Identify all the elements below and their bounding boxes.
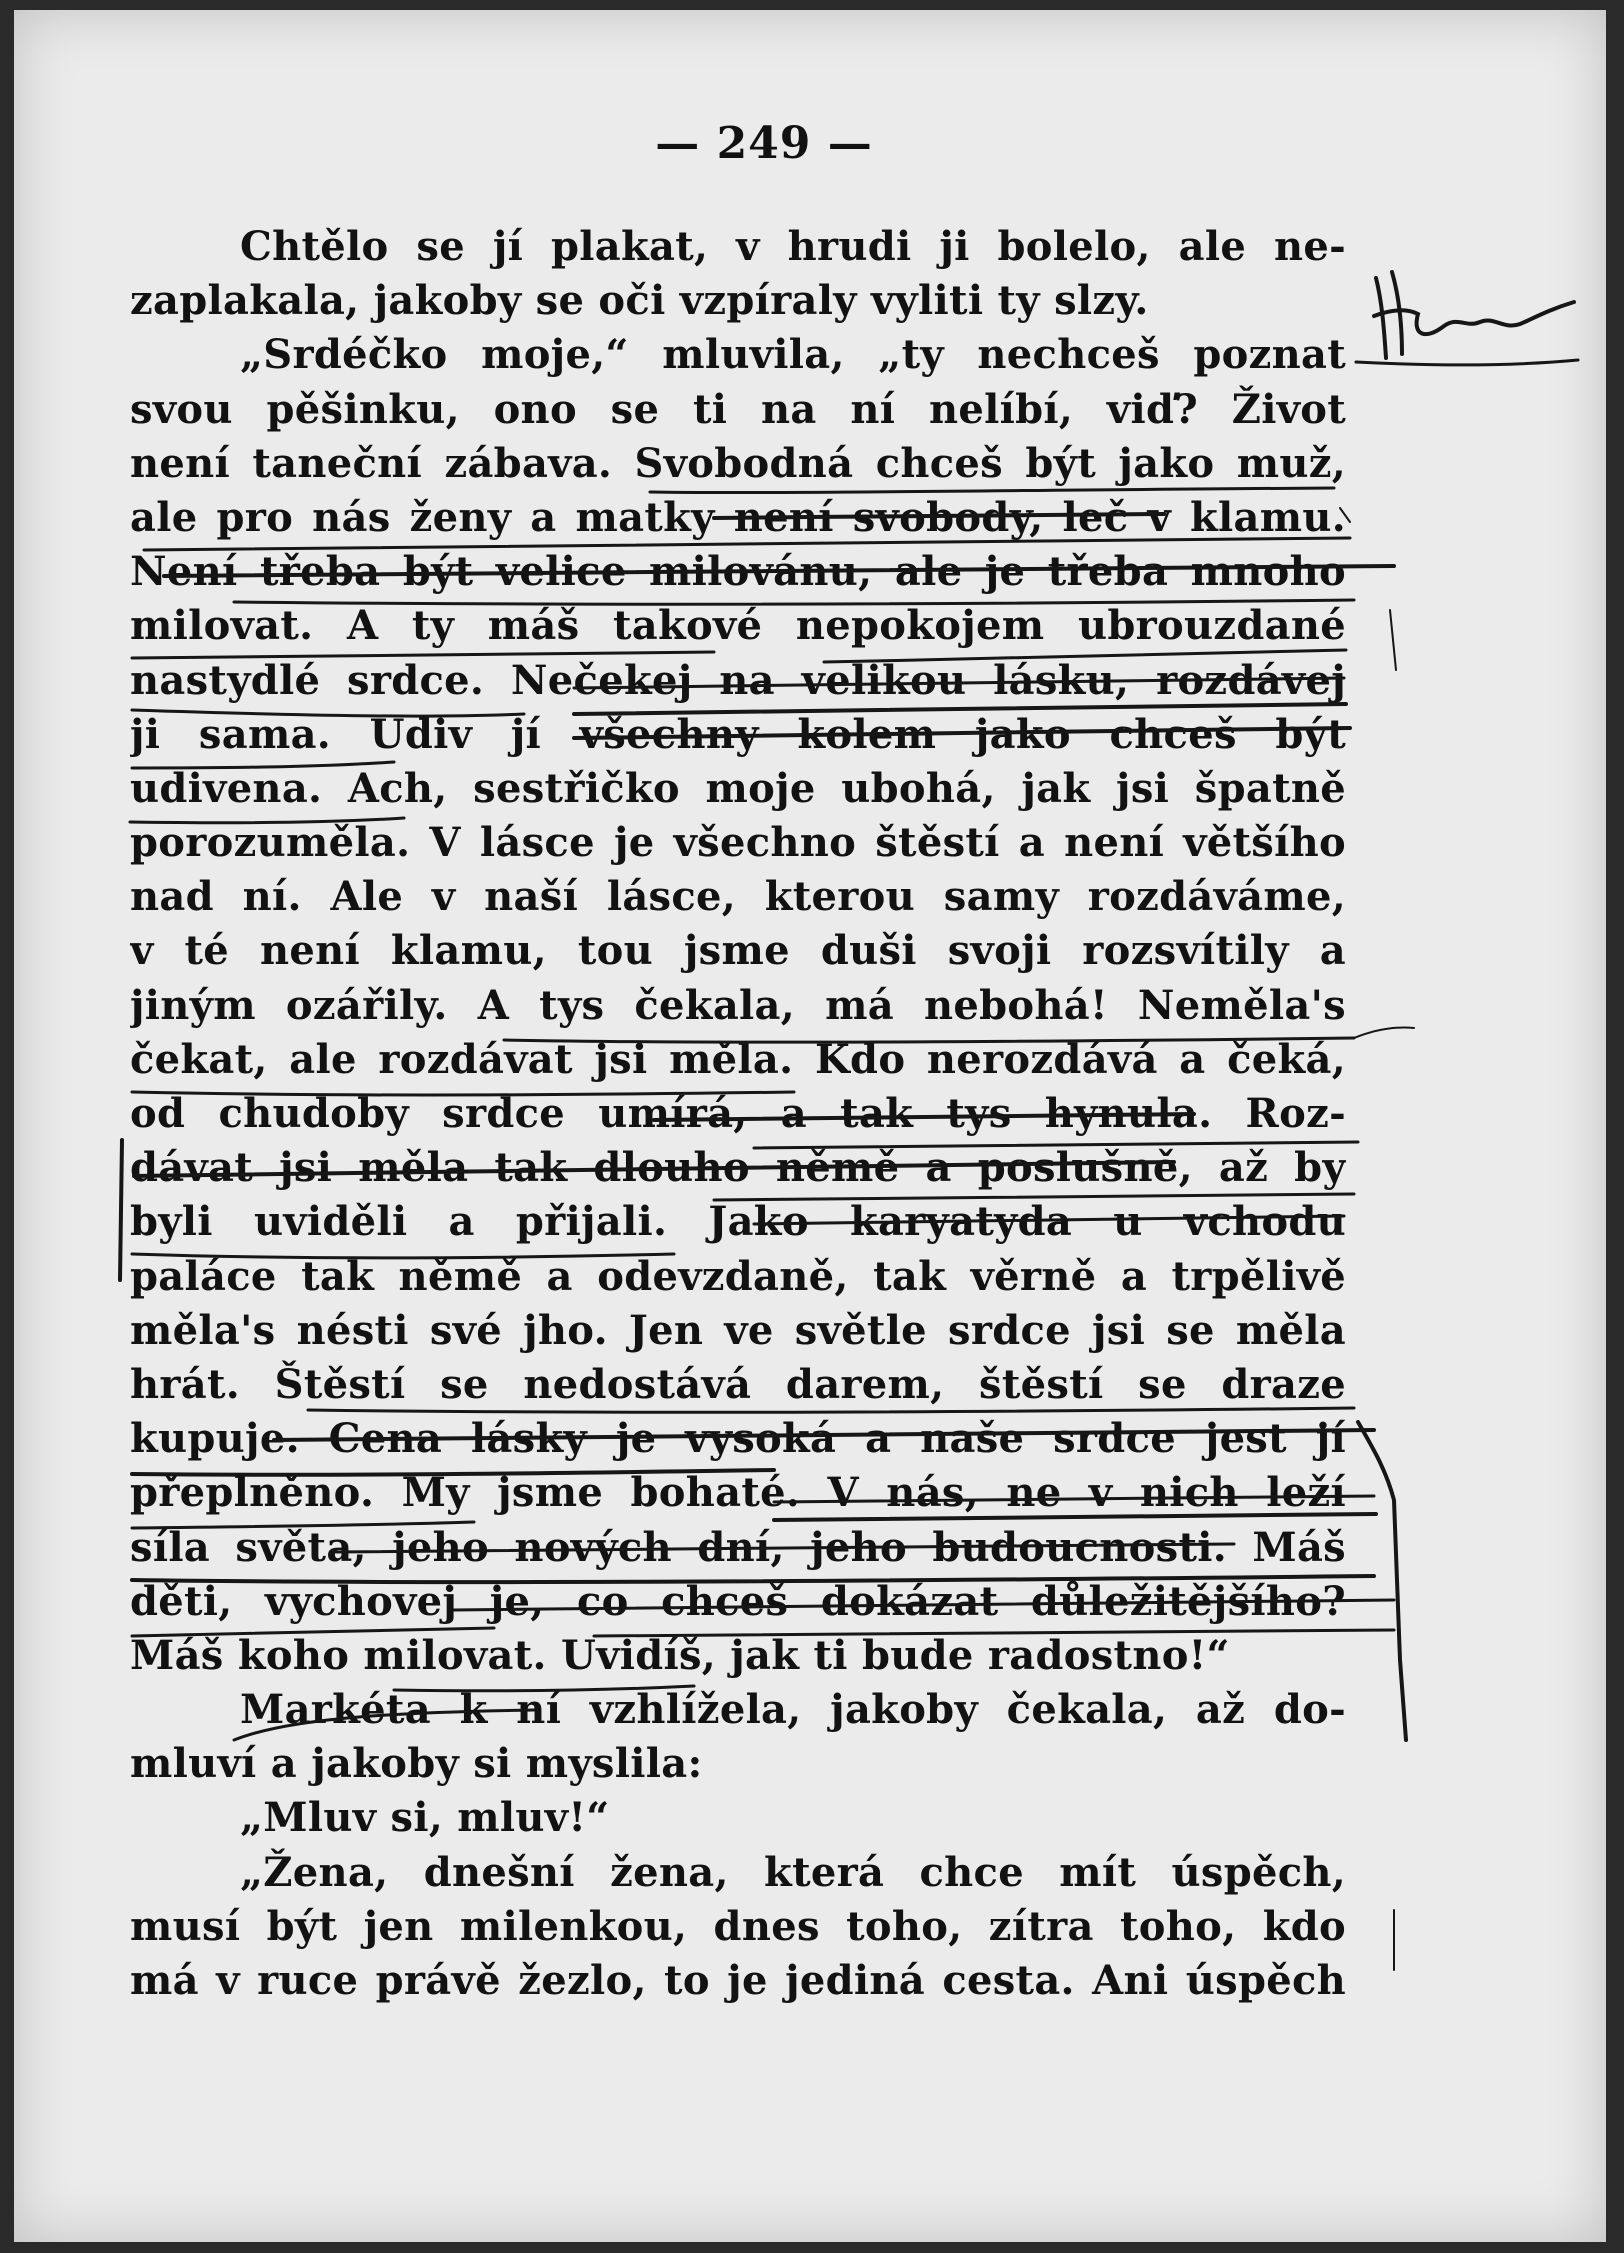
text-line: nad ní. Ale v naší lásce, kterou samy rozdáváme, xyxy=(130,873,1346,921)
text-line: zaplakala, jakoby se oči vzpíraly vyliti ty slzy. xyxy=(130,277,1149,325)
text-line: ji sama. Udiv jí všechny kolem jako chceš být xyxy=(130,710,1346,758)
text-line: jiným ozářily. A tys čekala, má nebohá! Neměla's xyxy=(130,981,1346,1029)
body-text xyxy=(130,220,1346,2008)
text-line: Není třeba být velice milovánu, ale je třeba mnoho xyxy=(130,548,1346,596)
text-line: čekat, ale rozdávat jsi měla. Kdo nerozdává a čeká, xyxy=(130,1035,1346,1083)
text-line: má v ruce právě žezlo, to je jediná cesta. Ani úspěch xyxy=(130,1957,1346,2004)
text-line: ale pro nás ženy a matky není svobody, leč v klamu. xyxy=(130,493,1346,541)
margin-dash xyxy=(1390,610,1396,670)
page-number: — 249 — xyxy=(655,118,873,169)
text-line: dávat jsi měla tak dlouho němě a poslušně, až by xyxy=(130,1144,1346,1192)
text-line: není taneční zábava. Svobodná chceš být jako muž, xyxy=(130,439,1346,487)
text-line: hrát. Štěstí se nedostává darem, štěstí se draze xyxy=(130,1360,1346,1408)
text-line: „Srdéčko moje,“ mluvila, „ty nechceš poznat xyxy=(240,331,1346,379)
book-page xyxy=(14,10,1606,2242)
text-line: milovat. A ty máš takové nepokojem ubrouzdané xyxy=(130,602,1346,650)
text-line: mluví a jakoby si myslila: xyxy=(130,1740,703,1788)
text-line: nastydlé srdce. Nečekej na velikou lásku, rozdávej xyxy=(130,656,1346,704)
text-line: kupuje. Cena lásky je vysoká a naše srdce jest jí xyxy=(130,1415,1346,1463)
text-line: Markéta k ní vzhlížela, jakoby čekala, až do- xyxy=(240,1686,1346,1734)
text-line: Chtělo se jí plakat, v hrudi ji bolelo, ale ne- xyxy=(240,223,1346,270)
text-line: „Žena, dnešní žena, která chce mít úspěch, xyxy=(240,1848,1346,1896)
text-line: byli uviděli a přijali. Jako karyatyda u vchodu xyxy=(130,1198,1346,1246)
text-line: „Mluv si, mluv!“ xyxy=(240,1794,610,1842)
text-line: porozuměla. V lásce je všechno štěstí a není většího xyxy=(130,819,1346,867)
text-line: v té není klamu, tou jsme duši svoji rozsvítily a xyxy=(130,927,1346,975)
text-line: síla světa, jeho nových dní, jeho budoucnosti. Máš xyxy=(130,1523,1346,1571)
margin-note: Helena xyxy=(1414,271,1422,273)
margin-signature-scribble xyxy=(1356,272,1578,365)
text-line: Máš koho milovat. Uvidíš, jak ti bude radostno!“ xyxy=(130,1631,1230,1679)
margin-bracket xyxy=(120,1140,122,1280)
text-line: svou pěšinku, ono se ti na ní nelíbí, viď? Život xyxy=(130,385,1346,433)
margin-bracket xyxy=(1358,1422,1406,1740)
text-line: musí být jen milenkou, dnes toho, zítra toho, kdo xyxy=(130,1902,1346,1950)
text-line: paláce tak němě a odevzdaně, tak věrně a trpělivě xyxy=(130,1252,1346,1300)
text-line: přeplněno. My jsme bohaté. V nás, ne v nich leží xyxy=(130,1469,1346,1517)
underline-mark xyxy=(1354,1027,1414,1038)
text-line: udivena. Ach, sestřičko moje ubohá, jak jsi špatně xyxy=(130,764,1346,812)
text-line: od chudoby srdce umírá, a tak tys hynula. Roz- xyxy=(130,1090,1346,1137)
text-line: měla's nésti své jho. Jen ve světle srdce jsi se měla xyxy=(130,1306,1346,1354)
text-line: děti, vychovej je, co chceš dokázat důležitějšího? xyxy=(130,1577,1346,1625)
